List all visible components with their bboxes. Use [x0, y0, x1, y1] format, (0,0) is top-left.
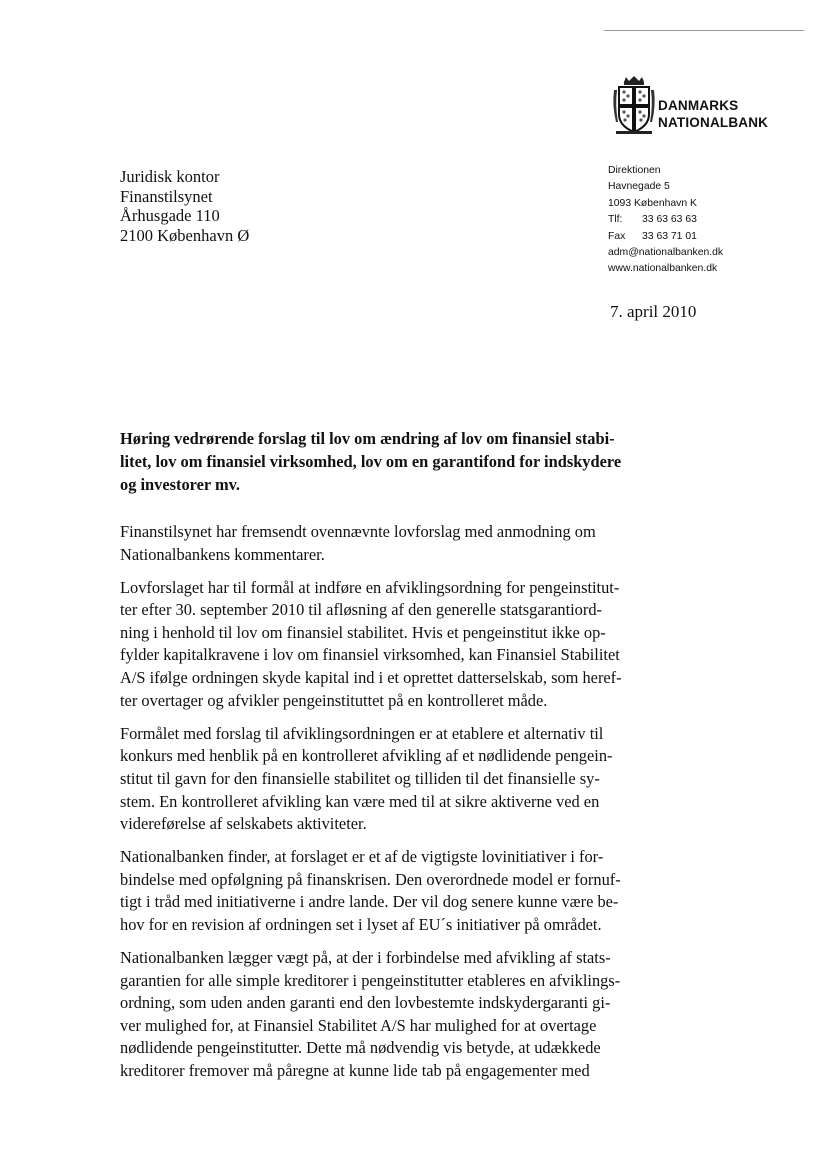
body-line: A/S ifølge ordningen skyde kapital ind i et oprettet datterselskab, som heref- [120, 668, 622, 688]
body-paragraph [120, 947, 640, 1083]
body-line: stitut til gavn for den finansielle stabilitet og tilliden til det finansielle sy- [120, 768, 600, 788]
body-line: ter efter 30. september 2010 til afløsning af den generelle statsgarantiord- [120, 600, 602, 620]
body-line: bindelse med opfølgning på finanskrisen. Den overordnede model er fornuf- [120, 869, 621, 889]
fax-number: 33 63 71 01 [642, 230, 697, 242]
recipient-line: Juridisk kontor [120, 167, 220, 186]
phone-label: Tlf: [608, 214, 623, 226]
subject-line: litet, lov om finansiel virksomhed, lov om en garantifond for indskydere [120, 452, 622, 471]
sender-fax-row [608, 229, 723, 245]
body-line: Finanstilsynet har fremsendt ovennævnte lovforslag med anmodning om [120, 522, 596, 541]
body-line: Nationalbankens kommentarer. [120, 544, 325, 564]
body-line: kreditorer fremover må påregne at kunne lide tab på engagementer med [120, 1061, 590, 1081]
recipient-line: Århusgade 110 [120, 206, 220, 225]
fax-label: Fax [608, 230, 626, 242]
bank-name-line2: NATIONALBANK [658, 115, 769, 130]
letter-subject [120, 427, 630, 496]
body-line: Lovforslaget har til formål at indføre en afviklingsordning for pengeinstitut- [120, 577, 620, 597]
body-line: Nationalbanken lægger vægt på, at der i forbindelse med afvikling af stats- [120, 948, 611, 968]
sender-department: Direktionen [608, 165, 661, 176]
recipient-address [120, 167, 249, 245]
body-line: videreførelse af selskabets aktiviteter. [120, 814, 367, 834]
body-line: stem. En kontrolleret afvikling kan være med til at sikre aktiverne ved en [120, 791, 600, 811]
body-line: hov for en revision af ordningen set i lyset af EU´s initiativer på området. [120, 915, 602, 934]
bank-name [658, 97, 768, 131]
body-line: ning i henhold til lov om finansiel stabilitet. Hvis et pengeinstitut ikke op- [120, 622, 606, 642]
body-line: ver mulighed for, at Finansiel Stabilitet A/S har mulighed for at overtage [120, 1015, 597, 1035]
body-line: Formålet med forslag til afviklingsordningen er at etablere et alternativ til [120, 723, 604, 743]
letter-date: 7. april 2010 [610, 302, 697, 321]
body-line: konkurs med henblik på en kontrolleret afvikling af et nødlidende pengein- [120, 746, 613, 766]
letter-body [120, 521, 640, 1093]
body-paragraph [120, 846, 640, 936]
body-line: tigt i tråd med initiativerne i andre lande. Der vil dog senere kunne være be- [120, 892, 619, 912]
sender-web: www.nationalbanken.dk [608, 263, 718, 275]
sender-address [608, 163, 723, 278]
body-line: garantien for alle simple kreditorer i pengeinstitutter etableres en afviklings- [120, 970, 621, 990]
sender-email: adm@nationalbanken.dk [608, 247, 724, 259]
body-paragraph [120, 521, 640, 566]
subject-line: og investorer mv. [120, 475, 241, 494]
phone-number: 33 63 63 63 [642, 214, 697, 226]
header-rule [604, 30, 804, 31]
body-line: Nationalbanken finder, at forslaget er et af de vigtigste lovinitiativer i for- [120, 847, 604, 867]
recipient-line: 2100 København Ø [120, 225, 250, 245]
subject-line: Høring vedrørende forslag til lov om ændring af lov om finansiel stabi- [120, 429, 615, 448]
bank-name-line1: DANMARKS [658, 98, 739, 113]
body-line: ter overtager og afvikler pengeinstituttet på en kontrolleret måde. [120, 690, 548, 710]
body-line: nødlidende pengeinstitutter. Dette må nødvendig vis betyde, at udækkede [120, 1038, 601, 1058]
body-line: ordning, som uden anden garanti end den lovbestemte indskydergaranti gi- [120, 993, 611, 1013]
royal-crest-icon [612, 76, 656, 136]
bank-logo [612, 76, 802, 136]
sender-city: 1093 København K [608, 197, 697, 209]
recipient-line: Finanstilsynet [120, 186, 213, 206]
body-paragraph [120, 577, 640, 713]
sender-street: Havnegade 5 [608, 181, 670, 193]
sender-phone-row [608, 212, 723, 228]
body-paragraph [120, 723, 640, 836]
body-line: fylder kapitalkravene i lov om finansiel virksomhed, kan Finansiel Stabilitet [120, 645, 620, 665]
